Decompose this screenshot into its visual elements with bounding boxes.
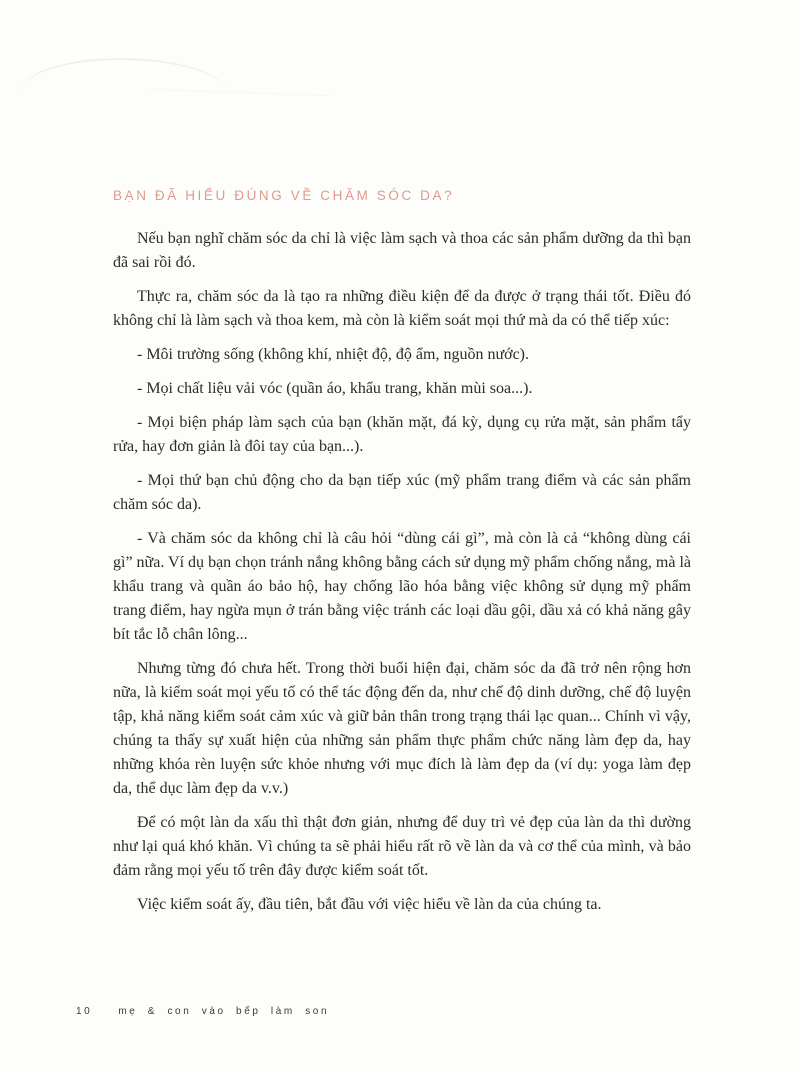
- body-paragraph: Thực ra, chăm sóc da là tạo ra những điều kiện để da được ở trạng thái tốt. Điều đó không chỉ là làm sạch và thoa kem, mà còn là kiểm soát mọi thứ mà da có thể tiếp xúc:: [113, 288, 691, 329]
- body-paragraph: Nhưng từng đó chưa hết. Trong thời buổi hiện đại, chăm sóc da đã trở nên rộng hơn nữa, là kiểm soát mọi yếu tố có thể tác động đến da, như chế độ dinh dưỡng, chế độ luyện tập, khả năng kiểm soát cảm xúc và giữ bản thân trong trạng thái lạc quan... Chính vì vậy, chúng ta thấy sự xuất hiện của những sản phẩm thực phẩm chức năng làm đẹp da, hay những khóa rèn luyện sức khỏe nhưng với mục đích là làm đẹp da (ví dụ: yoga làm đẹp da, thể dục làm đẹp da v.v.): [113, 660, 691, 797]
- body-paragraph: Việc kiểm soát ấy, đầu tiên, bắt đầu với việc hiểu về làn da của chúng ta.: [137, 896, 602, 913]
- body-paragraph-bullet: - Mọi thứ bạn chủ động cho da bạn tiếp xúc (mỹ phẩm trang điểm và các sản phẩm chăm sóc da).: [113, 472, 691, 513]
- body-paragraph-bullet: - Mọi biện pháp làm sạch của bạn (khăn mặt, đá kỳ, dụng cụ rửa mặt, sản phẩm tẩy rửa, hay đơn giản là đôi tay của bạn...).: [113, 414, 691, 455]
- page-number: 10: [76, 1006, 93, 1017]
- body-paragraph-bullet: - Mọi chất liệu vải vóc (quần áo, khẩu trang, khăn mùi soa...).: [137, 380, 533, 397]
- body-paragraph-bullet: - Và chăm sóc da không chỉ là câu hỏi “dùng cái gì”, mà còn là cả “không dùng cái gì” nữa. Ví dụ bạn chọn tránh nắng không bằng cách sử dụng mỹ phẩm chống nắng, mà là khẩu trang và quần áo bảo hộ, hay chống lão hóa bằng việc không sử dụng mỹ phẩm trang điểm, hay ngừa mụn ở trán bằng việc tránh các loại dầu gội, dầu xả có khả năng gây bít tắc lỗ chân lông...: [113, 530, 691, 643]
- body-paragraph: Để có một làn da xấu thì thật đơn giản, nhưng để duy trì vẻ đẹp của làn da thì dường như lại quá khó khăn. Vì chúng ta sẽ phải hiểu rất rõ về làn da và cơ thể của mình, và bảo đảm rằng mọi yếu tố trên đây được kiểm soát tốt.: [113, 814, 691, 879]
- page-content: [113, 188, 691, 927]
- section-heading: BẠN ĐÃ HIỂU ĐÚNG VỀ CHĂM SÓC DA?: [113, 188, 455, 203]
- body-paragraph: Nếu bạn nghĩ chăm sóc da chỉ là việc làm sạch và thoa các sản phẩm dưỡng da thì bạn đã sai rồi đó.: [113, 230, 691, 271]
- running-title: mẹ & con vào bếp làm son: [118, 1006, 330, 1017]
- scan-crease-artifact: [18, 56, 229, 102]
- scan-crease-artifact: [150, 89, 331, 116]
- page-footer: [76, 1006, 329, 1017]
- body-paragraph-bullet: - Môi trường sống (không khí, nhiệt độ, độ ẩm, nguồn nước).: [137, 346, 530, 363]
